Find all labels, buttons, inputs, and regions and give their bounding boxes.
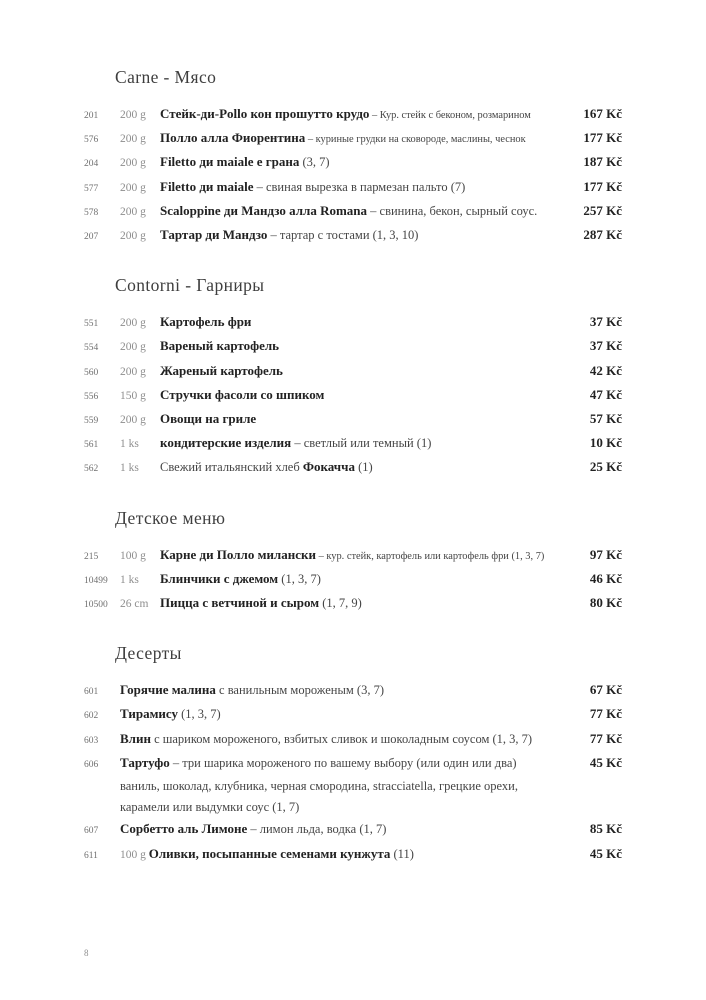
item-text <box>120 679 582 701</box>
item-text <box>160 200 575 222</box>
item-text <box>120 728 582 750</box>
item-code: 611 <box>84 850 98 861</box>
item-code: 577 <box>84 183 99 194</box>
item-name-prefix: Свежий итальянский хлеб <box>160 460 303 475</box>
item-code: 560 <box>84 367 99 378</box>
item-unit: 200 g <box>120 157 146 170</box>
item-price: 167 Kč <box>583 106 622 121</box>
item-price: 25 Kč <box>589 459 622 475</box>
item-unit: 200 g <box>120 205 146 218</box>
item-name: Scaloppine ди Мандзо алла Romana <box>160 202 368 218</box>
item-name: Filetto ди maiale <box>160 178 254 194</box>
item-code: 554 <box>84 343 99 354</box>
item-price: 77 Kč <box>589 706 622 722</box>
item-unit: 200 g <box>120 181 146 194</box>
item-name: Фокачча <box>302 459 355 475</box>
item-description-continuation: карамели или выдумки соус (1, 7) <box>120 800 300 815</box>
item-price: 47 Kč <box>589 386 622 402</box>
item-unit: 1 ks <box>120 438 139 451</box>
menu-item-row <box>84 818 622 842</box>
item-text <box>160 544 582 567</box>
item-price: 67 Kč <box>589 682 622 698</box>
item-name: Тартуфо <box>120 754 170 770</box>
item-code: 201 <box>84 111 99 121</box>
item-text <box>160 224 575 246</box>
item-unit: 26 cm <box>120 598 149 611</box>
item-code: 204 <box>84 159 99 170</box>
menu-item-row <box>84 679 622 703</box>
item-unit: 200 g <box>120 341 146 354</box>
item-code: 578 <box>84 207 99 218</box>
item-description: (3, 7) <box>299 155 330 170</box>
menu-item-row <box>84 568 622 592</box>
item-text <box>160 127 575 150</box>
menu-section <box>84 66 622 248</box>
item-text <box>160 432 582 454</box>
item-name: Тирамису <box>120 706 179 722</box>
menu-item-row <box>84 384 622 408</box>
item-code: 215 <box>84 551 99 562</box>
item-price: 57 Kč <box>589 411 622 427</box>
item-price: 37 Kč <box>589 338 622 354</box>
item-name: Пицца с ветчиной и сыром <box>160 595 320 611</box>
item-name: кондитерские изделия <box>160 435 292 451</box>
item-text <box>120 818 582 840</box>
section-title: Десерты <box>115 643 182 664</box>
item-code: 10499 <box>84 575 108 586</box>
item-code: 601 <box>84 687 99 698</box>
menu-section <box>84 274 622 480</box>
item-code: 562 <box>84 464 99 475</box>
item-name: Блинчики с джемом <box>160 570 279 586</box>
item-name: Овощи на гриле <box>160 411 257 427</box>
item-price: 42 Kč <box>589 362 622 378</box>
item-text <box>160 456 582 478</box>
menu-section <box>84 507 622 617</box>
item-name: Горячие малина <box>120 682 216 698</box>
item-price: 46 Kč <box>589 570 622 586</box>
item-code: 559 <box>84 416 99 427</box>
menu-item-row <box>84 103 622 127</box>
item-text <box>160 408 582 430</box>
item-unit: 150 g <box>120 389 146 402</box>
item-code: 607 <box>84 826 99 837</box>
item-code: 606 <box>84 759 99 770</box>
item-code: 551 <box>84 319 99 330</box>
item-description: – Кур. стейк с беконом, розмарином <box>369 110 531 121</box>
item-description: с шариком мороженого, взбитых сливок и шоколадным соусом (1, 3, 7) <box>150 731 533 746</box>
item-price: 97 Kč <box>589 546 622 562</box>
item-price: 187 Kč <box>583 154 622 170</box>
item-unit: 200 g <box>120 317 146 330</box>
menu-section <box>84 642 622 867</box>
menu-item-row <box>84 728 622 752</box>
item-code: 561 <box>84 440 99 451</box>
item-description: – лимон льда, водка (1, 7) <box>247 822 387 837</box>
item-price: 45 Kč <box>589 754 622 770</box>
item-name: Влин <box>120 730 151 746</box>
item-text <box>160 360 582 382</box>
item-unit: 1 ks <box>120 462 139 475</box>
section-title: Детское меню <box>115 507 226 528</box>
menu-item-row <box>84 456 622 480</box>
item-price: 45 Kč <box>589 845 622 861</box>
item-description: – три шарика мороженого по вашему выбору (или один или два) <box>169 755 517 770</box>
item-description: (1, 7, 9) <box>319 596 362 611</box>
item-name: Тартар ди Мандзо <box>160 227 268 243</box>
item-price: 80 Kč <box>589 595 622 611</box>
item-description: (11) <box>390 846 414 861</box>
item-text <box>160 151 575 173</box>
item-text <box>160 311 582 333</box>
item-description: – кур. стейк, картофель или картофель фри (1, 3, 7) <box>315 550 545 562</box>
item-name: Жареный картофель <box>160 362 283 378</box>
item-name: Карне ди Полло милански <box>160 546 316 562</box>
menu-item-row <box>84 176 622 200</box>
menu-item-row <box>84 127 622 151</box>
item-code: 602 <box>84 711 99 722</box>
item-unit: 200 g <box>120 230 146 243</box>
item-price: 10 Kč <box>589 435 622 451</box>
menu-sections <box>84 66 622 867</box>
item-text <box>160 384 582 406</box>
item-price: 257 Kč <box>583 202 622 218</box>
item-text <box>120 752 582 774</box>
item-name: Оливки, посыпанные семенами кунжута <box>148 845 391 861</box>
item-text <box>120 703 582 725</box>
item-text <box>160 103 575 126</box>
menu-item-row <box>84 843 622 867</box>
item-code: 603 <box>84 735 99 746</box>
section-title: Contorni - Гарниры <box>115 275 265 296</box>
menu-item-row <box>84 592 622 616</box>
menu-item-row <box>84 408 622 432</box>
item-code: 10500 <box>84 600 108 611</box>
item-text <box>120 843 582 866</box>
section-title: Carne - Мясо <box>115 67 217 87</box>
item-unit: 100 g <box>120 549 146 562</box>
item-unit: 200 g <box>120 133 146 146</box>
item-description: – свиная вырезка в пармезан пальто (7) <box>253 179 466 194</box>
menu-item-row <box>84 200 622 224</box>
item-price: 177 Kč <box>583 130 622 146</box>
item-description: – тартар с тостами (1, 3, 10) <box>267 228 419 243</box>
item-unit: 1 ks <box>120 573 139 586</box>
item-name: Стручки фасоли со шпиком <box>160 386 325 402</box>
item-price: 77 Kč <box>589 730 622 746</box>
menu-item-row <box>84 752 622 776</box>
menu-item-row <box>84 703 622 727</box>
item-code: 556 <box>84 391 99 402</box>
item-text <box>160 568 582 590</box>
item-name: Картофель фри <box>160 314 252 330</box>
item-description: – свинина, бекон, сырный соус. <box>367 203 538 218</box>
item-description: (1) <box>354 460 373 475</box>
item-description: (1, 3, 7) <box>178 707 221 722</box>
item-description-continuation: ваниль, шоколад, клубника, черная смородина, stracciatella, грецкие орехи, <box>120 779 518 794</box>
item-text <box>160 176 575 198</box>
item-name: Стейк-ди-Pollo кон прошутто крудо <box>160 106 370 121</box>
item-code: 207 <box>84 232 99 243</box>
menu-item-row <box>84 151 622 175</box>
item-name: Filetto ди maiale е грана <box>160 154 300 170</box>
item-unit: 200 g <box>120 414 146 427</box>
item-unit: 200 g <box>120 109 146 121</box>
item-description: – светлый или темный (1) <box>291 436 432 451</box>
menu-item-row <box>84 544 622 568</box>
menu-item-row <box>84 360 622 384</box>
item-description: – куриные грудки на сковороде, маслины, чеснок <box>305 134 526 146</box>
item-description: с ванильным мороженым (3, 7) <box>215 683 384 698</box>
item-text <box>160 335 582 357</box>
item-name: Сорбетто аль Лимоне <box>120 821 248 837</box>
menu-item-row <box>84 224 622 248</box>
menu-item-row <box>84 311 622 335</box>
page-number: 8 <box>84 948 89 958</box>
item-description: (1, 3, 7) <box>278 571 321 586</box>
item-code: 576 <box>84 135 99 146</box>
item-price: 85 Kč <box>589 821 622 837</box>
menu-item-row <box>84 335 622 359</box>
item-unit-inline: 100 g <box>120 848 149 861</box>
menu-item-row <box>84 432 622 456</box>
item-text <box>160 592 582 614</box>
item-name: Вареный картофель <box>160 338 280 354</box>
item-unit: 200 g <box>120 365 146 378</box>
item-name: Полло алла Фиорентина <box>160 130 306 146</box>
item-price: 177 Kč <box>583 178 622 194</box>
item-price: 287 Kč <box>583 227 622 243</box>
item-price: 37 Kč <box>589 314 622 330</box>
